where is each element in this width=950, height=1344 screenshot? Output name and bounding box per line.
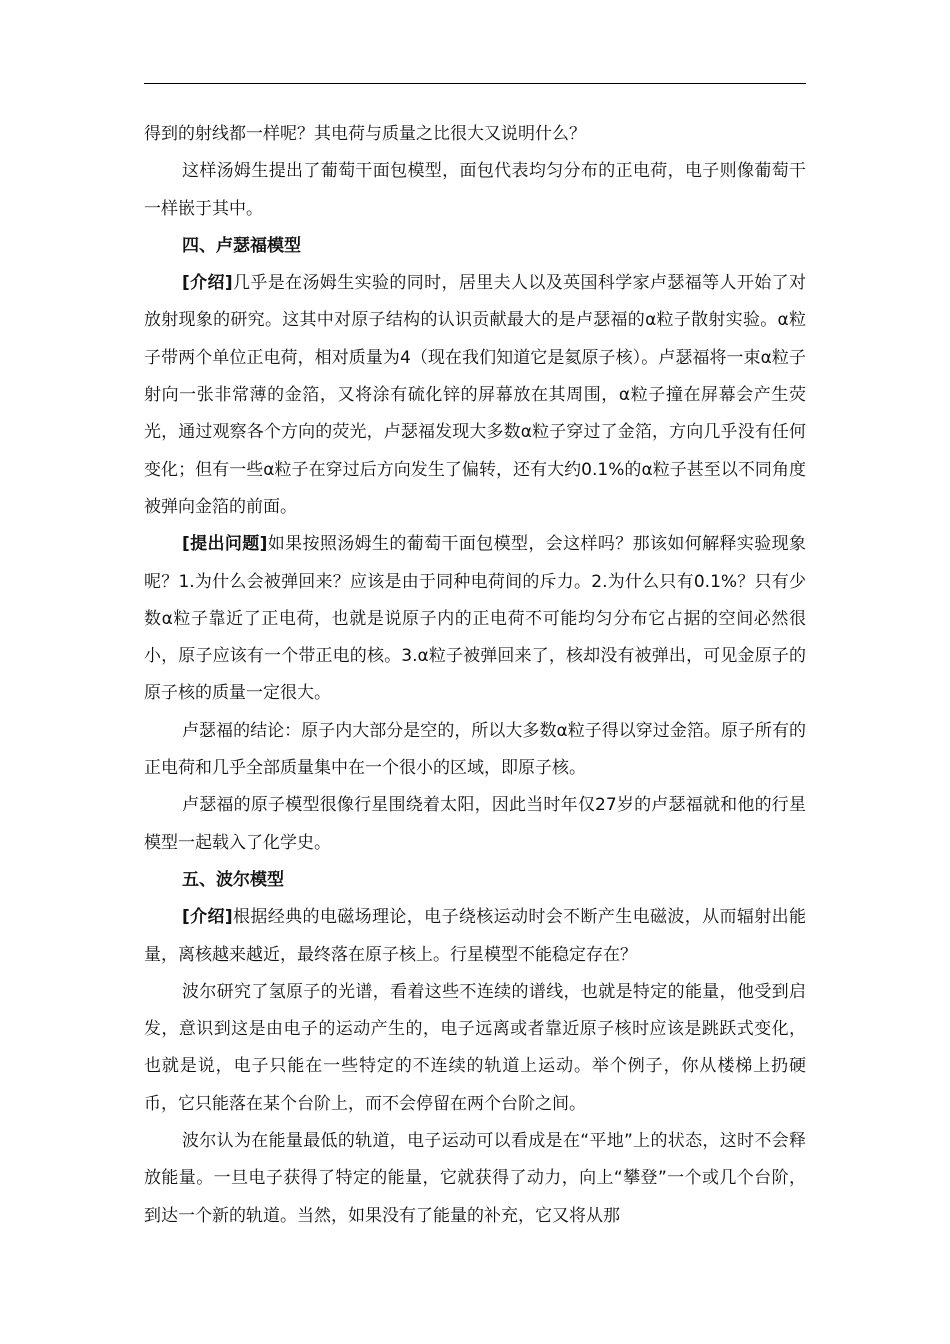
paragraph-rutherford-intro (144, 265, 806, 526)
question-tag: [提出问题] (182, 534, 268, 555)
paragraph-text: 卢瑟福的原子模型很像行星围绕着太阳，因此当时年仅27岁的卢瑟福就和他的行星模型一起载入了化学史。 (144, 795, 806, 853)
paragraph-rutherford-conclusion (144, 713, 806, 788)
section-heading-bohr (144, 862, 806, 899)
document-body (144, 116, 806, 1235)
paragraph-bohr-intro (144, 899, 806, 974)
paragraph-planetary-model (144, 787, 806, 862)
paragraph-continuation (144, 116, 806, 153)
paragraph-text: 波尔认为在能量最低的轨道，电子运动可以看成是在“平地”上的状态，这时不会释放能量。一旦电子获得了特定的能量，它就获得了动力，向上“攀登”一个或几个台阶，到达一个新的轨道。当然，如果没有了能量的补充，它又将从那 (144, 1131, 806, 1226)
paragraph-text: 如果按照汤姆生的葡萄干面包模型，会这样吗？那该如何解释实验现象呢？1.为什么会被弹回来？应该是由于同种电荷间的斥力。2.为什么只有0.1%？只有少数α粒子靠近了正电荷，也就是说原子内的正电荷不可能均匀分布它占据的空间必然很小，原子应该有一个带正电的核。3.α粒子被弹回来了，核却没有被弹出，可见金原子的原子核的质量一定很大。 (144, 534, 807, 704)
paragraph-bohr-energy (144, 1123, 806, 1235)
paragraph-text: 几乎是在汤姆生实验的同时，居里夫人以及英国科学家卢瑟福等人开始了对放射现象的研究。这其中对原子结构的认识贡献最大的是卢瑟福的α粒子散射实验。α粒子带两个单位正电荷，相对质量为4（现在我们知道它是氦原子核）。卢瑟福将一束α粒子射向一张非常薄的金箔，又将涂有硫化锌的屏幕放在其周围，α粒子撞在屏幕会产生荧光，通过观察各个方向的荧光，卢瑟福发现大多数α粒子穿过了金箔，方向几乎没有任何变化；但有一些α粒子在穿过后方向发生了偏转，还有大约0.1%的α粒子甚至以不同角度被弹向金箔的前面。 (144, 273, 807, 517)
intro-tag: [介绍] (182, 907, 233, 928)
intro-tag: [介绍] (182, 273, 233, 294)
paragraph-text: 这样汤姆生提出了葡萄干面包模型，面包代表均匀分布的正电荷，电子则像葡萄干一样嵌于其中。 (144, 161, 806, 219)
paragraph-text: 根据经典的电磁场理论，电子绕核运动时会不断产生电磁波，从而辐射出能量，离核越来越近，最终落在原子核上。行星模型不能稳定存在？ (144, 907, 807, 965)
heading-text: 五、波尔模型 (182, 869, 284, 890)
paragraph-bohr-spectrum (144, 974, 806, 1123)
header-rule (144, 83, 806, 84)
paragraph-text: 波尔研究了氢原子的光谱，看着这些不连续的谱线，也就是特定的能量，他受到启发，意识到这是由电子的运动产生的，电子远离或者靠近原子核时应该是跳跃式变化，也就是说，电子只能在一些特定的不连续的轨道上运动。举个例子，你从楼梯上扔硬币，它只能落在某个台阶上，而不会停留在两个台阶之间。 (144, 981, 806, 1114)
paragraph-thomson-model (144, 153, 806, 228)
section-heading-rutherford (144, 228, 806, 265)
paragraph-text: 得到的射线都一样呢？其电荷与质量之比很大又说明什么？ (144, 124, 586, 144)
heading-text: 四、卢瑟福模型 (182, 235, 301, 256)
paragraph-question (144, 526, 806, 712)
paragraph-text: 卢瑟福的结论：原子内大部分是空的，所以大多数α粒子得以穿过金箔。原子所有的正电荷和几乎全部质量集中在一个很小的区域，即原子核。 (144, 720, 806, 779)
